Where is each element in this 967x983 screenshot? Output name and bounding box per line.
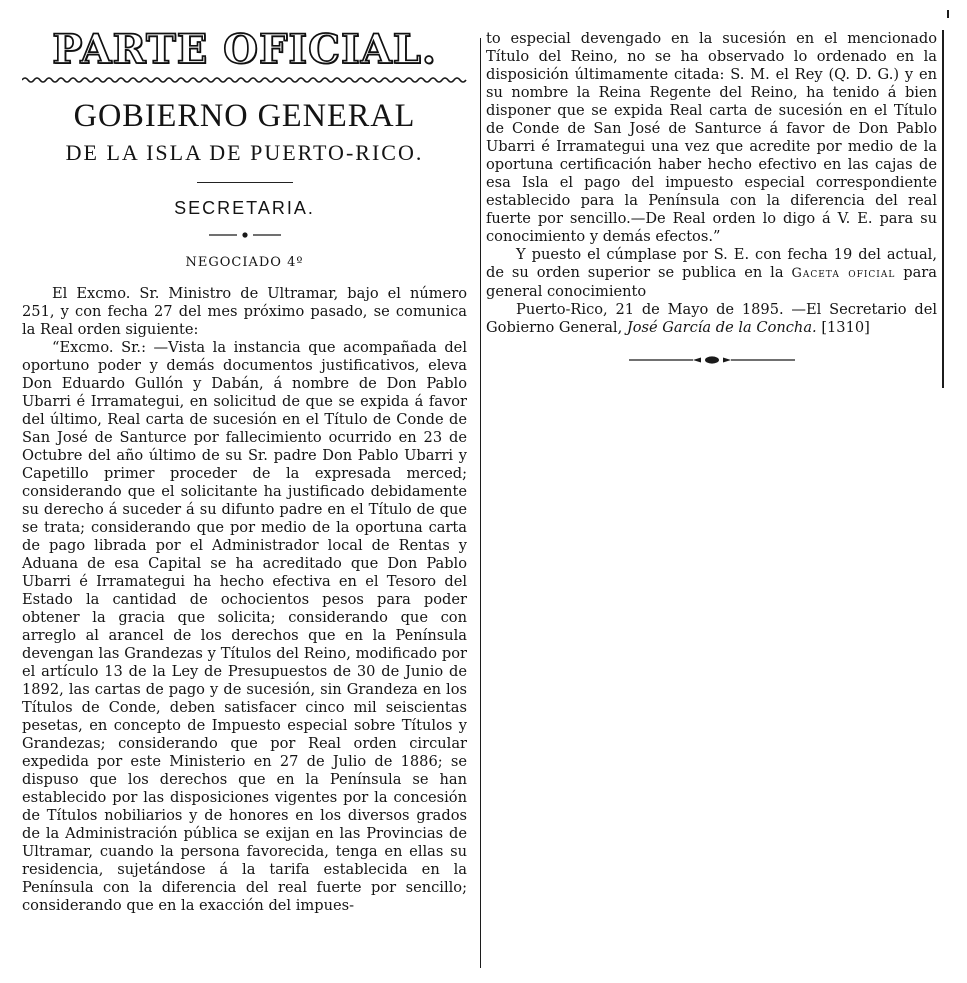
heading-gobierno-general: GOBIERNO GENERAL — [73, 98, 416, 134]
left-column — [22, 14, 467, 915]
cumplase-text-after: para general conocimiento — [486, 264, 937, 300]
wavy-divider — [22, 76, 467, 84]
short-rule — [197, 182, 293, 183]
intro-paragraph: El Excmo. Sr. Ministro de Ultramar, bajo el número 251, y con fecha 27 del mes próximo pasado, se comunica la Real orden siguiente: — [22, 285, 467, 338]
heading-secretaria: SECRETARIA. — [174, 198, 315, 218]
signature-place-date: Puerto-Rico, 21 de Mayo de 1895. —El Secretario del Gobierno General, — [486, 301, 937, 336]
closing-ornament — [486, 355, 937, 365]
signature-name: José García de la Concha. — [626, 319, 817, 336]
ornament-dash-icon — [205, 231, 285, 239]
gaceta-oficial-name: Gaceta oficial — [791, 266, 896, 281]
closing-ornament-icon — [627, 355, 797, 365]
signature-paragraph — [486, 301, 937, 337]
royal-order-paragraph: “Excmo. Sr.: —Vista la instancia que acompañada del oportuno poder y demás documentos justificativos, eleva Don Eduardo Gullón y Dabán, á nombre de Don Pablo Ubarri é Irramategui, en solicitud de que se expida á favor del último, Real carta de sucesión en el Título de Conde de San José de Santurce por fallecimiento ocurrido en 23 de Octubre del año último de su Sr. padre Don Pablo Ubarri y Capetillo primer proceder de la expresada merced; considerando que el solicitante ha justificado debidamente su derecho á suceder á su difunto padre en el Título de que se trata; considerando que por medio de la oportuna carta de pago librada por el Administrador local de Rentas y Aduana de esa Capital se ha acreditado que Don Pablo Ubarri é Irramategui ha hecho efectiva en el Tesoro del Estado la cantidad de ochocientos pesos para poder obtener la gracia que solicita; considerando que con arreglo al arancel de los derechos que en la Península devengan las Grandezas y Títulos del Reino, modificado por el artículo 13 de la Ley de Presupuestos de 30 de Junio de 1892, las cartas de pago y de sucesión, sin Grandeza en los Títulos de Conde, deben satisfacer cinco mil seiscientas pesetas, en concepto de Impuesto especial sobre Títulos y Grandezas; considerando que por Real orden circular expedida por este Ministerio en 27 de Julio de 1886; se dispuso que los derechos que en la Península se han establecido por las disposiciones vigentes por la concesión de Títulos nobiliarios y de honores en los diversos grados de la Administración pública se exijan en las Provincias de Ultramar, cuando la persona favorecida, tenga en ellas su residencia, sujetándose á la tarifa establecida en la Península con la diferencia del real fuerte por sencillo; considerando que en la exacción del impues- — [22, 339, 467, 914]
ornament-divider — [22, 229, 467, 239]
heading-isla: DE LA ISLA DE PUERTO-RICO. — [65, 140, 424, 165]
cumplase-text-before: Y puesto el cúmplase por S. E. con fecha 19 del actual, de su orden superior se publica en la — [486, 246, 937, 281]
royal-order-continuation: to especial devengado en la sucesión en el mencionado Título del Reino, no se ha observado lo ordenado en la disposición últimamente citada: S. M. el Rey (Q. D. G.) y en su nombre la Reina Regente del Reino, ha tenido á bien disponer que se expida Real carta de sucesión en el Título de Conde de San José de Santurce á favor de Don Pablo Ubarri é Irramategui una vez que acredite por medio de la oportuna certificación haber hecho efectivo en las cajas de esa Isla el pago del impuesto especial correspondiente establecido para la Península con la diferencia del real fuerte por sencillo.—De Real orden lo digo á V. E. para su conocimiento y demás efectos.” — [486, 30, 937, 245]
right-frame-rule — [942, 30, 944, 388]
reference-number: [1310] — [821, 319, 870, 336]
masthead-title: PARTE OFICIAL. — [52, 26, 437, 73]
right-column — [486, 30, 937, 365]
frame-edge-top-right — [947, 10, 949, 18]
cumplase-paragraph — [486, 246, 937, 301]
heading-negociado: NEGOCIADO 4º — [185, 255, 304, 270]
column-rule — [480, 38, 481, 968]
